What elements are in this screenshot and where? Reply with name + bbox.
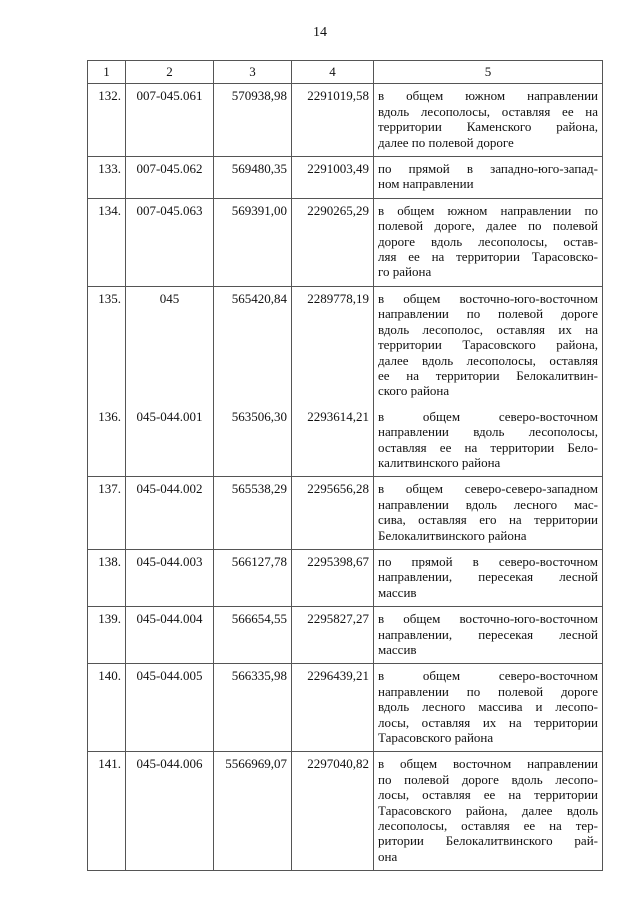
table-row	[88, 477, 603, 550]
header-col-2: 2	[126, 61, 214, 84]
boundary-point-code: 045-044.006	[126, 752, 214, 871]
description-line: в общем южном направлении	[378, 88, 598, 104]
row-number: 132.	[88, 84, 126, 157]
coordinate-y: 2297040,82	[292, 752, 374, 871]
table-row	[88, 286, 603, 404]
description-line: полевой дороге, далее по полевой	[378, 218, 598, 234]
boundary-point-code: 045	[126, 286, 214, 404]
description-line: ритории Белокалитвинского рай-	[378, 833, 598, 849]
boundary-description	[374, 477, 603, 550]
description-line: дороге вдоль лесополосы, остав-	[378, 233, 598, 249]
boundary-point-code: 045-044.001	[126, 405, 214, 477]
boundary-description	[374, 286, 603, 404]
description-line: в общем северо-восточном	[378, 668, 598, 684]
coordinate-x: 566654,55	[214, 607, 292, 664]
description-line: сива, оставляя его на территории	[378, 512, 598, 528]
boundary-point-code: 007-045.062	[126, 157, 214, 199]
row-number: 134.	[88, 198, 126, 286]
header-col-5: 5	[374, 61, 603, 84]
coordinate-y: 2289778,19	[292, 286, 374, 404]
header-col-4: 4	[292, 61, 374, 84]
boundary-point-code: 045-044.003	[126, 549, 214, 606]
description-line: направлении по полевой дороге	[378, 683, 598, 699]
description-line: по прямой в северо-восточном	[378, 553, 598, 569]
description-line: оставляя ее на территории Бело-	[378, 439, 598, 455]
coordinate-y: 2295398,67	[292, 549, 374, 606]
description-line: вдоль лесополос, оставляя их на	[378, 321, 598, 337]
coordinate-x: 566127,78	[214, 549, 292, 606]
coordinate-y: 2293614,21	[292, 405, 374, 477]
coordinate-x: 569391,00	[214, 198, 292, 286]
table-row	[88, 157, 603, 199]
coordinate-y: 2295656,28	[292, 477, 374, 550]
coordinate-x: 565420,84	[214, 286, 292, 404]
boundary-point-code: 007-045.063	[126, 198, 214, 286]
row-number: 139.	[88, 607, 126, 664]
coordinate-x: 570938,98	[214, 84, 292, 157]
description-line: она	[378, 848, 398, 864]
boundary-description	[374, 157, 603, 199]
table-header-row	[88, 61, 603, 84]
description-line: Тарасовского района	[378, 730, 494, 746]
boundary-coordinates-table	[87, 60, 603, 871]
description-line: направлении вдоль лесного мас-	[378, 496, 598, 512]
description-line: ее на территории Белокалитвин-	[378, 367, 598, 383]
page-number: 14	[313, 25, 327, 40]
row-number: 133.	[88, 157, 126, 199]
coordinate-x: 5566969,07	[214, 752, 292, 871]
description-line: массив	[378, 584, 417, 600]
description-line: лесополосы, оставляя ее на тер-	[378, 818, 598, 834]
table-body	[88, 84, 603, 871]
row-number: 140.	[88, 664, 126, 752]
description-line: Белокалитвинского района	[378, 527, 527, 543]
description-line: вдоль лесного массива и лесопо-	[378, 699, 598, 715]
coordinate-x: 569480,35	[214, 157, 292, 199]
description-line: калитвинского района	[378, 454, 501, 470]
description-line: в общем южном направлении по	[378, 202, 598, 218]
description-line: направлении вдоль лесополосы,	[378, 424, 598, 440]
description-line: в общем восточном направлении	[378, 756, 598, 772]
table-row	[88, 549, 603, 606]
description-line: ляя ее на территории Тарасовско-	[378, 249, 598, 265]
description-line: в общем северо-северо-западном	[378, 481, 598, 497]
coordinate-y: 2291019,58	[292, 84, 374, 157]
row-number: 138.	[88, 549, 126, 606]
description-line: далее по полевой дороге	[378, 134, 514, 150]
description-line: в общем северо-восточном	[378, 408, 598, 424]
description-line: в общем восточно-юго-восточном	[378, 611, 598, 627]
header-col-1: 1	[88, 61, 126, 84]
description-line: территории Каменского района,	[378, 119, 598, 135]
description-line: направлении, пересекая лесной	[378, 626, 598, 642]
row-number: 136.	[88, 405, 126, 477]
boundary-description	[374, 664, 603, 752]
coordinate-y: 2296439,21	[292, 664, 374, 752]
boundary-point-code: 045-044.004	[126, 607, 214, 664]
table-row	[88, 607, 603, 664]
coordinate-x: 563506,30	[214, 405, 292, 477]
boundary-description	[374, 405, 603, 477]
row-number: 141.	[88, 752, 126, 871]
table-row	[88, 405, 603, 477]
description-line: направлении, пересекая лесной	[378, 569, 598, 585]
description-line: Тарасовского района, далее вдоль	[378, 802, 598, 818]
coordinate-x: 566335,98	[214, 664, 292, 752]
description-line: далее вдоль лесополосы, оставляя	[378, 352, 598, 368]
coordinate-x: 565538,29	[214, 477, 292, 550]
boundary-point-code: 007-045.061	[126, 84, 214, 157]
description-line: по прямой в западно-юго-запад-	[378, 161, 598, 177]
description-line: вдоль лесополосы, оставляя ее на	[378, 103, 598, 119]
coordinate-y: 2290265,29	[292, 198, 374, 286]
boundary-description	[374, 84, 603, 157]
description-line: в общем восточно-юго-восточном	[378, 290, 598, 306]
boundary-description	[374, 549, 603, 606]
boundary-description	[374, 198, 603, 286]
table-row	[88, 664, 603, 752]
description-line: ном направлении	[378, 176, 474, 192]
table-row	[88, 84, 603, 157]
table-row	[88, 752, 603, 871]
description-line: по полевой дороге вдоль лесопо-	[378, 771, 598, 787]
description-line: направлении по полевой дороге	[378, 306, 598, 322]
row-number: 137.	[88, 477, 126, 550]
boundary-point-code: 045-044.005	[126, 664, 214, 752]
description-line: лосы, оставляя ее на территории	[378, 787, 598, 803]
description-line: го района	[378, 264, 432, 280]
boundary-description	[374, 607, 603, 664]
description-line: ского района	[378, 383, 450, 399]
row-number: 135.	[88, 286, 126, 404]
coordinate-y: 2295827,27	[292, 607, 374, 664]
boundary-description	[374, 752, 603, 871]
description-line: лосы, оставляя их на территории	[378, 714, 598, 730]
description-line: массив	[378, 642, 417, 657]
header-col-3: 3	[214, 61, 292, 84]
boundary-point-code: 045-044.002	[126, 477, 214, 550]
coordinate-y: 2291003,49	[292, 157, 374, 199]
table-row	[88, 198, 603, 286]
description-line: территории Тарасовского района,	[378, 337, 598, 353]
